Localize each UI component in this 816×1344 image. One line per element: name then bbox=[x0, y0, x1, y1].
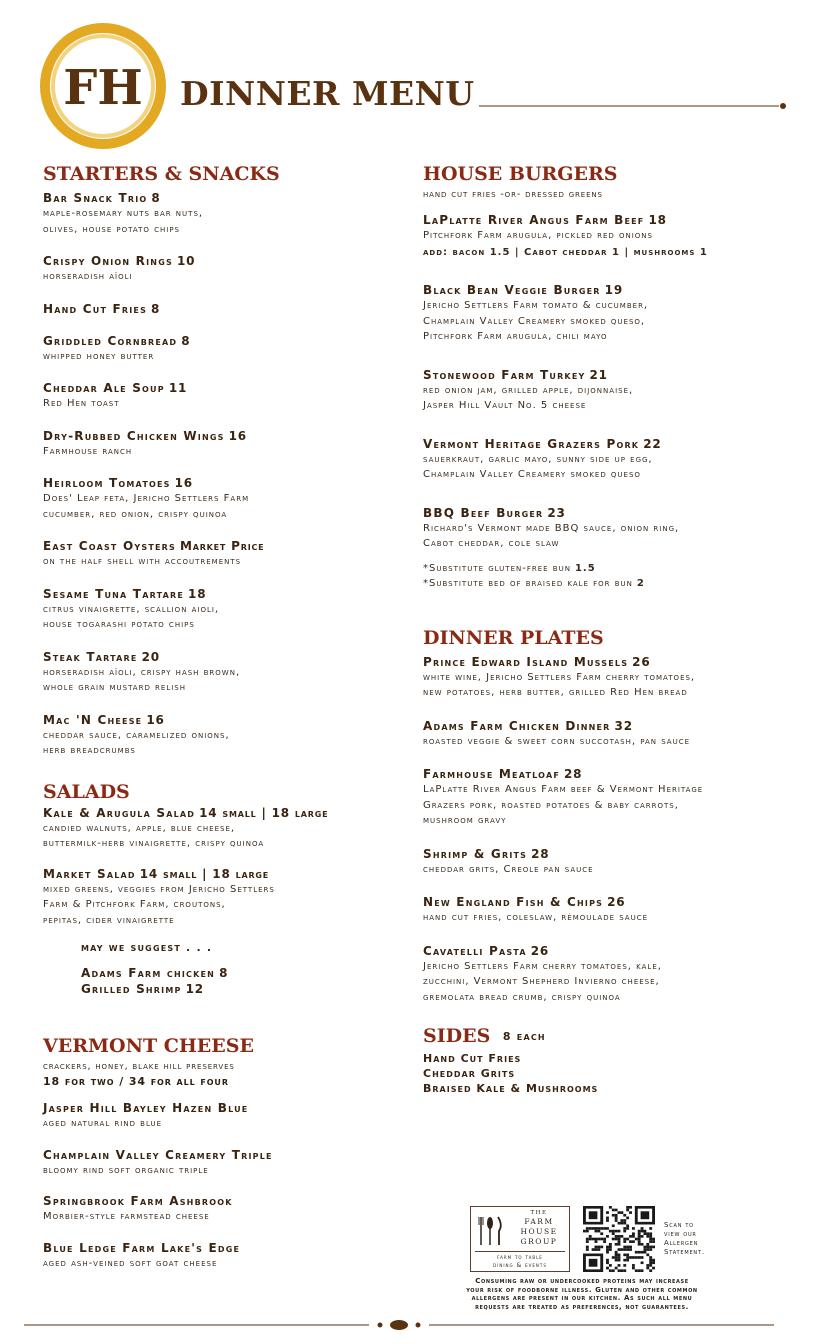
menu-item bbox=[423, 654, 803, 701]
substitutions-list bbox=[423, 561, 803, 592]
item-name-row bbox=[423, 943, 803, 959]
item-description: sauerkraut, garlic mayo, sunny side up egg, bbox=[423, 453, 653, 465]
item-description: cucumber, red onion, crispy quinoa bbox=[43, 508, 228, 520]
item-description: Pitchfork Farm arugula, pickled red onions bbox=[423, 230, 653, 241]
item-name: BBQ Beef Burger bbox=[423, 505, 544, 520]
item-name-row bbox=[423, 766, 803, 782]
item-name: New England Fish & Chips bbox=[423, 895, 604, 909]
item-description: Jericho Settlers Farm tomato & cucumber, bbox=[423, 300, 649, 311]
bottom-divider bbox=[24, 1318, 774, 1332]
item-description: olives, house potato chips bbox=[43, 223, 180, 235]
item-description: Does' Leap feta, Jericho Settlers Farm bbox=[43, 493, 250, 504]
item-price: 8 bbox=[219, 966, 229, 980]
cheese-section bbox=[43, 1035, 403, 1271]
sides-price: 8 each bbox=[502, 1030, 546, 1043]
item-name: Adams Farm chicken bbox=[81, 966, 216, 980]
item-name-row bbox=[43, 586, 403, 602]
item-name-row bbox=[43, 1147, 403, 1163]
farmhouse-group-logo bbox=[470, 1206, 570, 1272]
item-description: red onion jam, grilled apple, dijonnaise, bbox=[423, 384, 634, 396]
menu-item bbox=[423, 766, 803, 829]
sides-list bbox=[423, 1051, 803, 1096]
item-name-row bbox=[43, 1100, 403, 1116]
item-name: Black Bean Veggie Burger bbox=[423, 283, 601, 297]
section-title: SIDES bbox=[423, 1025, 491, 1047]
item-description: Champlain Valley Creamery smoked queso, bbox=[423, 315, 646, 327]
substitution-line bbox=[423, 561, 803, 577]
item-description: Morbier-style farmstead cheese bbox=[43, 1211, 210, 1222]
allergen-disclaimer bbox=[448, 1277, 716, 1311]
item-name-row bbox=[43, 866, 403, 882]
item-name-row bbox=[423, 212, 803, 228]
item-name-row bbox=[43, 333, 403, 349]
menu-item bbox=[43, 805, 403, 852]
qr-note-line: view our bbox=[664, 1230, 697, 1238]
item-name: Bar Snack Trio bbox=[43, 191, 148, 205]
suggest-label: may we suggest . . . bbox=[81, 941, 213, 954]
item-price: 19 bbox=[604, 283, 623, 297]
brand-line: HOUSE bbox=[520, 1227, 558, 1236]
item-addon: add: bacon 1.5 | Cabot cheddar 1 | mushrooms 1 bbox=[423, 246, 708, 258]
item-price: 18 bbox=[648, 213, 667, 227]
menu-item bbox=[43, 301, 403, 317]
side-item: Braised Kale & Mushrooms bbox=[423, 1082, 599, 1095]
sides-section bbox=[423, 1025, 803, 1096]
item-price: 16 bbox=[228, 428, 247, 443]
item-name: Steak Tartare bbox=[43, 649, 138, 664]
item-price: 28 bbox=[531, 846, 550, 861]
menu-item bbox=[43, 190, 403, 237]
item-description: roasted veggie & sweet corn succotash, pan sauce bbox=[423, 735, 691, 747]
menu-item bbox=[43, 253, 403, 285]
item-description: cheddar sauce, caramelized onions, bbox=[43, 729, 230, 741]
item-price: 26 bbox=[530, 943, 550, 958]
salads-section bbox=[43, 781, 403, 998]
substitution-line bbox=[423, 576, 803, 592]
menu-item bbox=[423, 436, 803, 483]
salads-list bbox=[43, 805, 403, 929]
plates-section bbox=[423, 627, 803, 1006]
item-name: Market Salad bbox=[43, 866, 136, 881]
item-name: East Coast Oysters bbox=[43, 539, 176, 553]
cheese-list bbox=[43, 1100, 403, 1271]
section-title: VERMONT CHEESE bbox=[43, 1035, 254, 1057]
side-item: Cheddar Grits bbox=[423, 1067, 516, 1080]
qr-code[interactable] bbox=[583, 1206, 655, 1272]
burgers-section bbox=[423, 163, 803, 592]
item-name-row bbox=[43, 253, 403, 269]
item-description: bloomy rind soft organic triple bbox=[43, 1164, 209, 1176]
item-price: 16 bbox=[174, 476, 193, 490]
sides-heading bbox=[423, 1025, 803, 1047]
item-description: Richard's Vermont made BBQ sauce, onion ring, bbox=[423, 522, 680, 534]
item-description: Champlain Valley Creamery smoked queso bbox=[423, 469, 641, 480]
item-name-row bbox=[43, 1193, 403, 1209]
menu-item bbox=[43, 1147, 403, 1179]
item-description: LaPlatte River Angus Farm beef & Vermont Heritage bbox=[423, 784, 704, 795]
item-name: Kale & Arugula Salad bbox=[43, 805, 196, 820]
title-divider bbox=[479, 103, 789, 109]
menu-item bbox=[43, 475, 403, 522]
item-description: pepitas, cider vinaigrette bbox=[43, 914, 175, 926]
item-description: new potatoes, herb butter, grilled Red Hen bread bbox=[423, 687, 688, 698]
item-name: Mac 'N Cheese bbox=[43, 712, 143, 727]
item-description: horseradish aïoli, crispy hash brown, bbox=[43, 666, 241, 678]
logo-text: FH bbox=[63, 60, 143, 116]
item-description: buttermilk-herb vinaigrette, crispy quinoa bbox=[43, 838, 265, 849]
tagline-line: dining & events bbox=[493, 1262, 547, 1269]
plates-list bbox=[423, 654, 803, 1006]
substitution-text: *Substitute bed of braised kale for bun bbox=[423, 578, 633, 589]
page-title: DINNER MENU bbox=[180, 74, 475, 113]
item-name-row bbox=[81, 981, 403, 997]
item-description: Farmhouse ranch bbox=[43, 445, 133, 457]
menu-item bbox=[43, 428, 403, 460]
item-name-row bbox=[43, 649, 403, 665]
item-price: 16 bbox=[146, 712, 165, 727]
item-description: on the half shell with accoutrements bbox=[43, 556, 242, 567]
item-description: white wine, Jericho Settlers Farm cherry tomatoes, bbox=[423, 671, 696, 683]
section-title: DINNER PLATES bbox=[423, 626, 604, 649]
item-description: whipped honey butter bbox=[43, 350, 155, 362]
section-title: SALADS bbox=[43, 780, 130, 803]
qr-note-line: Allergen bbox=[664, 1239, 699, 1247]
item-name: Blue Ledge Farm Lake's Edge bbox=[43, 1240, 241, 1255]
item-description: zucchini, Vermont Shepherd Invierno cheese, bbox=[423, 976, 660, 987]
item-description: Grazers pork, roasted potatoes & baby carrots, bbox=[423, 799, 679, 811]
suggest-list bbox=[81, 965, 403, 997]
item-price: 22 bbox=[643, 436, 662, 451]
item-name-row bbox=[423, 282, 803, 298]
item-price: 10 bbox=[176, 254, 196, 268]
item-price: 8 bbox=[151, 191, 161, 205]
item-price: 18 bbox=[188, 586, 207, 601]
item-price: 20 bbox=[141, 649, 160, 664]
qr-note-line: Scan to bbox=[664, 1221, 694, 1229]
item-name: Champlain Valley Creamery Triple bbox=[43, 1147, 273, 1162]
item-price: 26 bbox=[607, 895, 626, 909]
item-description: Red Hen toast bbox=[43, 398, 120, 409]
item-name: Heirloom Tomatoes bbox=[43, 476, 171, 490]
item-description: candied walnuts, apple, blue cheese, bbox=[43, 822, 236, 834]
item-name: Crispy Onion Rings bbox=[43, 254, 173, 268]
item-price: Market Price bbox=[179, 539, 265, 553]
disclaimer-line: your risk of foodborne illness. Gluten and other common bbox=[466, 1285, 698, 1294]
item-description: Cabot cheddar, cole slaw bbox=[423, 538, 560, 549]
item-description: horseradish aïoli bbox=[43, 271, 133, 282]
item-name: Stonewood Farm Turkey bbox=[423, 367, 586, 382]
item-description: aged natural rind blue bbox=[43, 1118, 163, 1129]
item-price: 32 bbox=[614, 718, 633, 733]
disclaimer-line: allergens are present in our kitchen. As such all menu bbox=[471, 1294, 693, 1302]
item-name-row bbox=[423, 436, 803, 452]
item-name-row bbox=[43, 1240, 403, 1256]
disclaimer-line: requests are treated as preferences, not guarantees. bbox=[475, 1302, 689, 1311]
substitution-price: 1.5 bbox=[574, 562, 596, 574]
item-description: cheddar grits, Creole pan sauce bbox=[423, 863, 594, 875]
item-name: Dry-Rubbed Chicken Wings bbox=[43, 428, 225, 443]
item-description: Pitchfork Farm arugula, chili mayo bbox=[423, 331, 608, 342]
item-name: Hand Cut Fries bbox=[43, 301, 148, 316]
brand-the: THE bbox=[530, 1210, 548, 1216]
item-name: Jasper Hill Bayley Hazen Blue bbox=[43, 1101, 249, 1115]
item-name: Springbrook Farm Ashbrook bbox=[43, 1194, 233, 1208]
qr-note bbox=[664, 1221, 734, 1257]
item-name-row bbox=[43, 301, 403, 317]
item-price: 23 bbox=[547, 505, 566, 520]
menu-item bbox=[43, 866, 403, 929]
cheese-pricing: 18 for two / 34 for all four bbox=[43, 1075, 229, 1088]
item-name-row bbox=[43, 428, 403, 444]
right-column bbox=[423, 163, 803, 1096]
item-price: 21 bbox=[589, 367, 608, 382]
menu-item bbox=[43, 712, 403, 759]
side-item: Hand Cut Fries bbox=[423, 1052, 522, 1065]
substitution-price: 2 bbox=[636, 578, 645, 589]
item-description: gremolata bread crumb, crispy quinoa bbox=[423, 991, 621, 1003]
item-price: 26 bbox=[632, 654, 651, 669]
item-description: hand cut fries, coleslaw, rémoulade sauce bbox=[423, 912, 649, 923]
item-name: Prince Edward Island Mussels bbox=[423, 654, 629, 669]
item-name-row bbox=[423, 846, 803, 862]
menu-item bbox=[423, 505, 803, 552]
item-name: Vermont Heritage Grazers Pork bbox=[423, 436, 640, 451]
item-name-row bbox=[423, 505, 803, 521]
item-price: 14 small | 18 large bbox=[199, 805, 329, 820]
item-description: mushroom gravy bbox=[423, 815, 507, 826]
item-description: Jericho Settlers Farm cherry tomatoes, kale, bbox=[423, 960, 662, 972]
substitution-text: *Substitute gluten-free bun bbox=[423, 562, 571, 574]
item-name-row bbox=[43, 380, 403, 396]
item-name-row bbox=[43, 805, 403, 821]
menu-item bbox=[423, 718, 803, 750]
item-name: Cavatelli Pasta bbox=[423, 943, 527, 958]
menu-item bbox=[423, 894, 803, 926]
burgers-list bbox=[423, 212, 803, 552]
item-name: LaPlatte River Angus Farm Beef bbox=[423, 213, 645, 227]
menu-item bbox=[423, 943, 803, 1006]
menu-item bbox=[43, 1193, 403, 1225]
item-name: Adams Farm Chicken Dinner bbox=[423, 718, 611, 733]
item-name-row bbox=[423, 367, 803, 383]
item-name: Grilled Shrimp bbox=[81, 982, 182, 996]
section-title: STARTERS & SNACKS bbox=[43, 163, 280, 185]
item-name-row bbox=[43, 190, 403, 206]
tagline-line: farm to table bbox=[497, 1254, 543, 1261]
item-price: 14 small | 18 large bbox=[139, 866, 270, 881]
menu-item bbox=[43, 649, 403, 696]
item-name-row bbox=[423, 654, 803, 670]
item-description: citrus vinaigrette, scallion aioli, bbox=[43, 603, 220, 615]
item-description: Farm & Pitchfork Farm, croutons, bbox=[43, 899, 226, 910]
item-name-row bbox=[43, 712, 403, 728]
item-description: mixed greens, veggies from Jericho Settlers bbox=[43, 883, 275, 895]
brand-tagline bbox=[471, 1254, 569, 1270]
menu-item bbox=[81, 965, 403, 981]
item-price: 12 bbox=[185, 982, 204, 996]
menu-item bbox=[43, 1100, 403, 1132]
item-description: aged ash-veined soft goat cheese bbox=[43, 1257, 218, 1269]
section-title: HOUSE BURGERS bbox=[423, 163, 618, 185]
cheese-note: crackers, honey, blake hill preserves bbox=[43, 1061, 235, 1072]
item-name: Shrimp & Grits bbox=[423, 846, 528, 861]
item-price: 11 bbox=[168, 381, 188, 395]
item-name: Griddled Cornbread bbox=[43, 333, 178, 348]
item-name: Sesame Tuna Tartare bbox=[43, 586, 185, 601]
item-name: Farmhouse Meatloaf bbox=[423, 767, 560, 781]
item-name-row bbox=[43, 538, 403, 554]
item-price: 8 bbox=[151, 301, 161, 316]
menu-item bbox=[423, 846, 803, 878]
menu-item bbox=[423, 282, 803, 345]
menu-item bbox=[43, 538, 403, 570]
menu-item bbox=[423, 367, 803, 414]
item-name-row bbox=[423, 718, 803, 734]
item-name: Cheddar Ale Soup bbox=[43, 381, 165, 395]
item-description: herb breadcrumbs bbox=[43, 745, 136, 756]
item-description: whole grain mustard relish bbox=[43, 682, 186, 693]
brand-line: FARM bbox=[524, 1217, 554, 1226]
disclaimer-line: Consuming raw or undercooked proteins may increase bbox=[475, 1277, 689, 1285]
item-description: Jasper Hill Vault No. 5 cheese bbox=[423, 400, 587, 411]
item-name-row bbox=[43, 475, 403, 491]
starters-list bbox=[43, 190, 403, 759]
item-description: maple-rosemary nuts bar nuts, bbox=[43, 208, 204, 219]
burgers-note: hand cut fries -or- dressed greens bbox=[423, 189, 603, 200]
item-price: 28 bbox=[564, 767, 583, 781]
brand-text bbox=[511, 1210, 567, 1247]
suggest-block bbox=[81, 940, 403, 997]
fh-logo bbox=[36, 22, 170, 150]
menu-item bbox=[43, 333, 403, 365]
item-name-row bbox=[423, 894, 803, 910]
left-column bbox=[43, 163, 403, 1271]
menu-item bbox=[423, 212, 803, 260]
item-description: house togarashi potato chips bbox=[43, 619, 195, 630]
item-price: 8 bbox=[181, 333, 191, 348]
utensils-icon bbox=[477, 1215, 505, 1247]
menu-item bbox=[43, 586, 403, 633]
starters-section bbox=[43, 163, 403, 759]
divider bbox=[475, 1251, 565, 1252]
menu-item bbox=[43, 1240, 403, 1272]
menu-item bbox=[81, 981, 403, 997]
brand-line: GROUP bbox=[520, 1237, 558, 1246]
qr-note-line: Statement. bbox=[664, 1248, 705, 1256]
menu-item bbox=[43, 380, 403, 412]
item-name-row bbox=[81, 965, 403, 981]
